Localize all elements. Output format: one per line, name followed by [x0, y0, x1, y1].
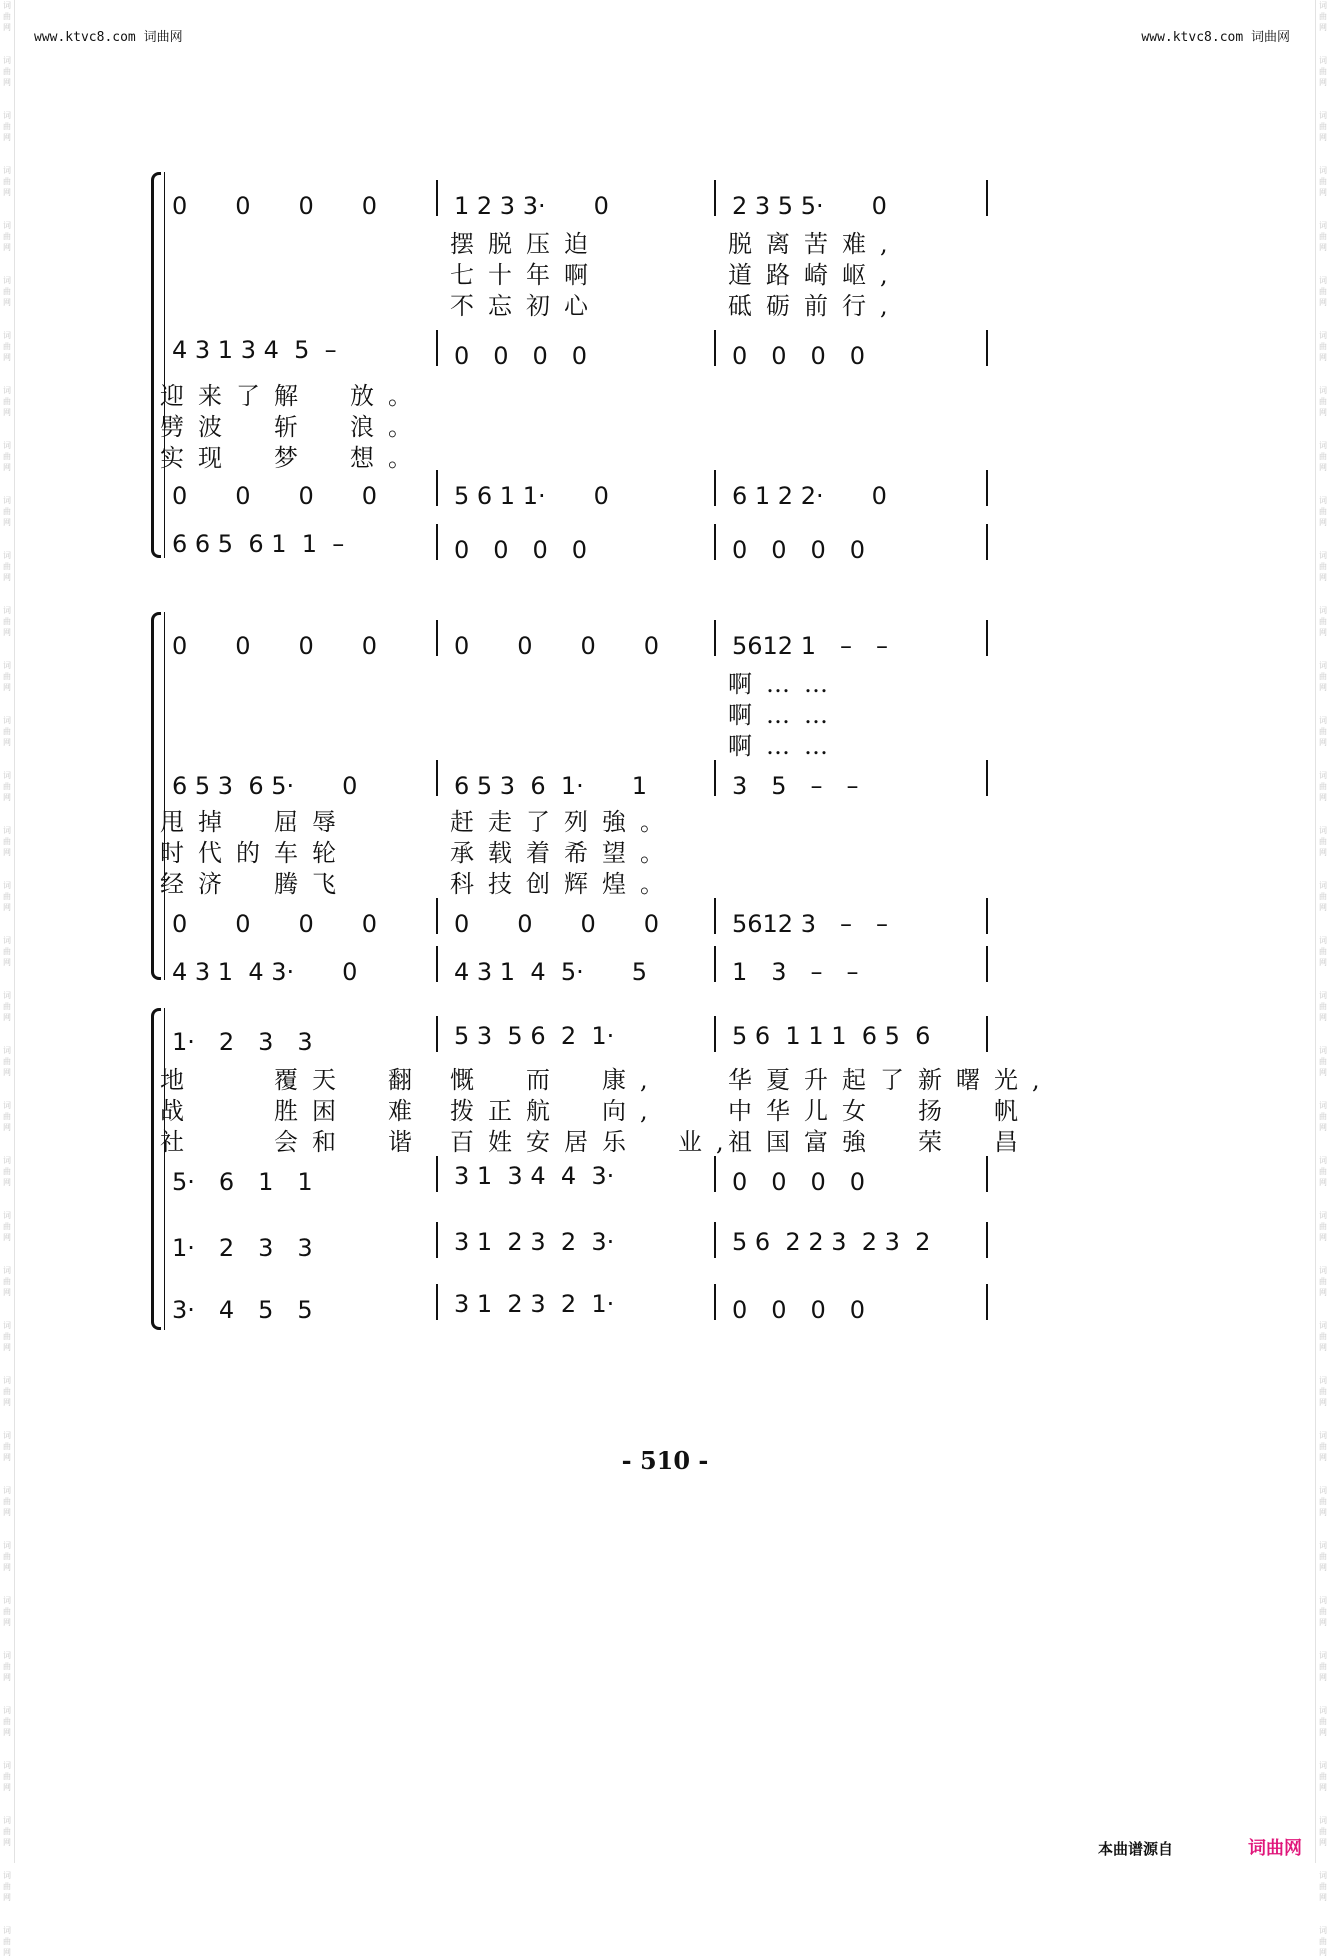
watermark-item: 词 曲 网 — [3, 1101, 11, 1132]
measure: 5 6 2 2 3 2 3 2 — [732, 1228, 931, 1256]
watermark-item: 词 曲 网 — [3, 1376, 11, 1407]
watermark-item: 词 曲 网 — [1319, 1816, 1327, 1847]
staff-row — [160, 172, 1180, 220]
lyric-line: 慨 而 康, — [450, 1066, 662, 1094]
watermark-item: 词 曲 网 — [1319, 56, 1327, 87]
header-site-right: www.ktvc8.com 词曲网 — [1141, 30, 1290, 45]
score-system — [160, 612, 1180, 986]
lyric-line: 砥砺前行, — [728, 292, 902, 320]
watermark-item: 词 曲 网 — [3, 661, 11, 692]
measure: 0 0 0 0 — [732, 536, 866, 564]
watermark-item: 词 曲 网 — [1319, 826, 1327, 857]
measure: 4 3 1 3 4 5 – — [172, 336, 337, 364]
barline — [986, 1156, 988, 1192]
watermark-item: 词 曲 网 — [3, 1596, 11, 1627]
lyric-line: 摆脱压迫 — [450, 230, 602, 258]
watermark-item: 词 曲 网 — [1319, 166, 1327, 197]
measure: 5 6 1 1 1 6 5 6 — [732, 1022, 931, 1050]
measure: 3· 4 5 5 — [172, 1296, 313, 1324]
barline — [986, 760, 988, 796]
watermark-item: 词 曲 网 — [1319, 386, 1327, 417]
watermark-item: 词 曲 网 — [1319, 551, 1327, 582]
lyric-line: 祖国富強 荣 昌 — [728, 1128, 1032, 1156]
barline — [436, 1222, 438, 1258]
watermark-item: 词 曲 网 — [3, 386, 11, 417]
watermark-item: 词 曲 网 — [1319, 1761, 1327, 1792]
measure: 0 0 0 0 — [172, 910, 378, 938]
watermark-item: 词 曲 网 — [3, 1266, 11, 1297]
barline — [986, 620, 988, 656]
barline — [714, 760, 716, 796]
lyric-line: 劈波 斩 浪。 — [160, 413, 426, 441]
watermark-item: 词 曲 网 — [3, 441, 11, 472]
watermark-item: 词 曲 网 — [1319, 1046, 1327, 1077]
watermark-item: 词 曲 网 — [3, 56, 11, 87]
barline — [986, 1016, 988, 1052]
watermark-item: 词 曲 网 — [3, 1156, 11, 1187]
barline — [986, 524, 988, 560]
barline — [714, 946, 716, 982]
lyric-line: 承载着希望。 — [450, 839, 678, 867]
measure: 0 0 0 0 — [454, 632, 660, 660]
barline — [986, 898, 988, 934]
measure: 0 0 0 0 — [454, 910, 660, 938]
measure: 3 1 3 4 4 3· — [454, 1162, 615, 1190]
measure: 1· 2 3 3 — [172, 1028, 313, 1056]
measure: 5· 6 1 1 — [172, 1168, 313, 1196]
lyric-line: 中华儿女 扬 帆 — [728, 1097, 1032, 1125]
watermark-item: 词 曲 网 — [3, 881, 11, 912]
barline — [714, 524, 716, 560]
measure: 2 3 5 5· 0 — [732, 192, 887, 220]
watermark-item: 词 曲 网 — [3, 1431, 11, 1462]
barline — [714, 330, 716, 366]
watermark-item: 词 曲 网 — [1319, 1651, 1327, 1682]
barline — [986, 470, 988, 506]
barline — [986, 330, 988, 366]
watermark-item: 词 曲 网 — [3, 936, 11, 967]
header-site-left: www.ktvc8.com 词曲网 — [34, 30, 183, 45]
watermark-item: 词 曲 网 — [1319, 661, 1327, 692]
watermark-item: 词 曲 网 — [1319, 991, 1327, 1022]
watermark-item: 词 曲 网 — [1319, 496, 1327, 527]
watermark-item: 词 曲 网 — [3, 276, 11, 307]
lyric-line: 七十年啊 — [450, 261, 602, 289]
measure: 3 1 2 3 2 3· — [454, 1228, 615, 1256]
barline — [436, 898, 438, 934]
watermark-item: 词 曲 网 — [1319, 221, 1327, 252]
measure: 0 0 0 0 — [172, 632, 378, 660]
measure: 6 5 3 6 5· 0 — [172, 772, 358, 800]
measure: 0 0 0 0 — [172, 482, 378, 510]
barline — [714, 470, 716, 506]
measure: 0 0 0 0 — [732, 342, 866, 370]
lyric-line: 实现 梦 想。 — [160, 444, 426, 472]
barline — [436, 760, 438, 796]
measure: 0 0 0 0 — [172, 192, 378, 220]
watermark-item: 词 曲 网 — [1319, 441, 1327, 472]
watermark-item: 词 曲 网 — [3, 1816, 11, 1847]
staff-row — [160, 1008, 1180, 1056]
barline — [714, 180, 716, 216]
barline — [714, 1222, 716, 1258]
staff-row — [160, 1148, 1180, 1196]
lyric-line: 时代的车轮 — [160, 839, 350, 867]
barline — [714, 620, 716, 656]
barline — [436, 1016, 438, 1052]
watermark-item: 词 曲 网 — [3, 1651, 11, 1682]
watermark-item: 词 曲 网 — [3, 111, 11, 142]
lyric-line: 拨正航 向, — [450, 1097, 662, 1125]
watermark-item: 词 曲 网 — [3, 1761, 11, 1792]
measure: 1 2 3 3· 0 — [454, 192, 609, 220]
watermark-item: 词 曲 网 — [1319, 1431, 1327, 1462]
watermark-item: 词 曲 网 — [3, 1871, 11, 1902]
measure: 6 5 3 6 1· 1 — [454, 772, 648, 800]
lyric-line: 社 会和 谐 — [160, 1128, 426, 1156]
lyric-line: 战 胜困 难 — [160, 1097, 426, 1125]
measure: 5612 3 – – — [732, 910, 888, 938]
watermark-item: 词 曲 网 — [1319, 881, 1327, 912]
lyric-line: 华夏升起了新曙光, — [728, 1066, 1054, 1094]
watermark-item: 词 曲 网 — [3, 716, 11, 747]
barline — [436, 946, 438, 982]
watermark-item: 词 曲 网 — [3, 991, 11, 1022]
barline — [436, 470, 438, 506]
staff-row — [160, 462, 1180, 510]
footer-logo: 词曲网 — [1248, 1838, 1302, 1859]
measure: 0 0 0 0 — [732, 1168, 866, 1196]
watermark-item: 词 曲 网 — [1319, 771, 1327, 802]
watermark-item: 词 曲 网 — [3, 1541, 11, 1572]
barline — [436, 620, 438, 656]
staff-row — [160, 516, 1180, 564]
lyric-line: 不忘初心 — [450, 292, 602, 320]
watermark-item: 词 曲 网 — [3, 1046, 11, 1077]
staff-row — [160, 1214, 1180, 1262]
watermark-item: 词 曲 网 — [1319, 1, 1327, 32]
watermark-item: 词 曲 网 — [1319, 331, 1327, 362]
watermark-item: 词 曲 网 — [3, 1321, 11, 1352]
lyric-line: 脱离苦难, — [728, 230, 902, 258]
lyric-line: 甩掉 屈辱 — [160, 808, 350, 836]
barline — [436, 1156, 438, 1192]
barline — [714, 1016, 716, 1052]
measure: 5612 1 – – — [732, 632, 888, 660]
barline — [714, 1284, 716, 1320]
side-watermark-left — [0, 0, 15, 1957]
watermark-item: 词 曲 网 — [3, 496, 11, 527]
staff-row — [160, 938, 1180, 986]
watermark-item: 词 曲 网 — [3, 1, 11, 32]
staff-row — [160, 322, 1180, 370]
staff-row — [160, 612, 1180, 660]
watermark-item: 词 曲 网 — [3, 1486, 11, 1517]
barline — [436, 1284, 438, 1320]
watermark-item: 词 曲 网 — [1319, 1211, 1327, 1242]
measure: 5 6 1 1· 0 — [454, 482, 609, 510]
staff-row — [160, 890, 1180, 938]
watermark-item: 词 曲 网 — [3, 606, 11, 637]
lyric-line: 科技创辉煌。 — [450, 870, 678, 898]
score-system — [160, 172, 1180, 564]
score-system — [160, 1008, 1180, 1330]
lyric-line: 百姓安居乐 业, — [450, 1128, 738, 1156]
lyric-line: 地 覆天 翻 — [160, 1066, 426, 1094]
lyric-line: 迎来了解 放。 — [160, 382, 426, 410]
measure: 4 3 1 4 5· 5 — [454, 958, 648, 986]
watermark-item: 词 曲 网 — [3, 166, 11, 197]
measure: 0 0 0 0 — [454, 536, 588, 564]
barline — [714, 898, 716, 934]
measure: 3 1 2 3 2 1· — [454, 1290, 615, 1318]
barline — [986, 1222, 988, 1258]
watermark-item: 词 曲 网 — [1319, 111, 1327, 142]
watermark-item: 词 曲 网 — [1319, 1706, 1327, 1737]
watermark-item: 词 曲 网 — [1319, 716, 1327, 747]
measure: 5 3 5 6 2 1· — [454, 1022, 615, 1050]
measure: 1· 2 3 3 — [172, 1234, 313, 1262]
lyric-line: 啊…… — [728, 701, 842, 729]
watermark-item: 词 曲 网 — [1319, 936, 1327, 967]
barline — [986, 180, 988, 216]
watermark-item: 词 曲 网 — [3, 1211, 11, 1242]
watermark-item: 词 曲 网 — [1319, 606, 1327, 637]
watermark-item: 词 曲 网 — [1319, 1871, 1327, 1902]
lyric-line: 赶走了列強。 — [450, 808, 678, 836]
barline — [436, 524, 438, 560]
lyric-line: 道路崎岖, — [728, 261, 902, 289]
watermark-item: 词 曲 网 — [3, 1706, 11, 1737]
watermark-item: 词 曲 网 — [3, 1926, 11, 1957]
watermark-item: 词 曲 网 — [1319, 1101, 1327, 1132]
watermark-item: 词 曲 网 — [3, 331, 11, 362]
barline — [436, 330, 438, 366]
watermark-item: 词 曲 网 — [1319, 1321, 1327, 1352]
barline — [714, 1156, 716, 1192]
measure: 6 6 5 6 1 1 – — [172, 530, 345, 558]
watermark-item: 词 曲 网 — [1319, 276, 1327, 307]
measure: 0 0 0 0 — [732, 1296, 866, 1324]
lyric-line: 啊…… — [728, 670, 842, 698]
lyric-line: 经济 腾飞 — [160, 870, 350, 898]
side-watermark-right — [1315, 0, 1330, 1957]
footer-source-text: 本曲谱源自 — [1098, 1840, 1174, 1858]
barline — [986, 946, 988, 982]
lyric-line: 啊…… — [728, 732, 842, 760]
staff-row — [160, 752, 1180, 800]
watermark-item: 词 曲 网 — [3, 551, 11, 582]
measure: 0 0 0 0 — [454, 342, 588, 370]
watermark-item: 词 曲 网 — [1319, 1541, 1327, 1572]
page-number: - 510 - — [621, 1446, 709, 1475]
watermark-item: 词 曲 网 — [3, 771, 11, 802]
watermark-item: 词 曲 网 — [1319, 1266, 1327, 1297]
watermark-item: 词 曲 网 — [3, 221, 11, 252]
measure: 6 1 2 2· 0 — [732, 482, 887, 510]
watermark-item: 词 曲 网 — [3, 826, 11, 857]
barline — [436, 180, 438, 216]
measure: 4 3 1 4 3· 0 — [172, 958, 358, 986]
watermark-item: 词 曲 网 — [1319, 1926, 1327, 1957]
barline — [986, 1284, 988, 1320]
watermark-item: 词 曲 网 — [1319, 1156, 1327, 1187]
watermark-item: 词 曲 网 — [1319, 1596, 1327, 1627]
measure: 1 3 – – — [732, 958, 859, 986]
watermark-item: 词 曲 网 — [1319, 1376, 1327, 1407]
measure: 3 5 – – — [732, 772, 859, 800]
watermark-item: 词 曲 网 — [1319, 1486, 1327, 1517]
staff-row — [160, 1276, 1180, 1324]
